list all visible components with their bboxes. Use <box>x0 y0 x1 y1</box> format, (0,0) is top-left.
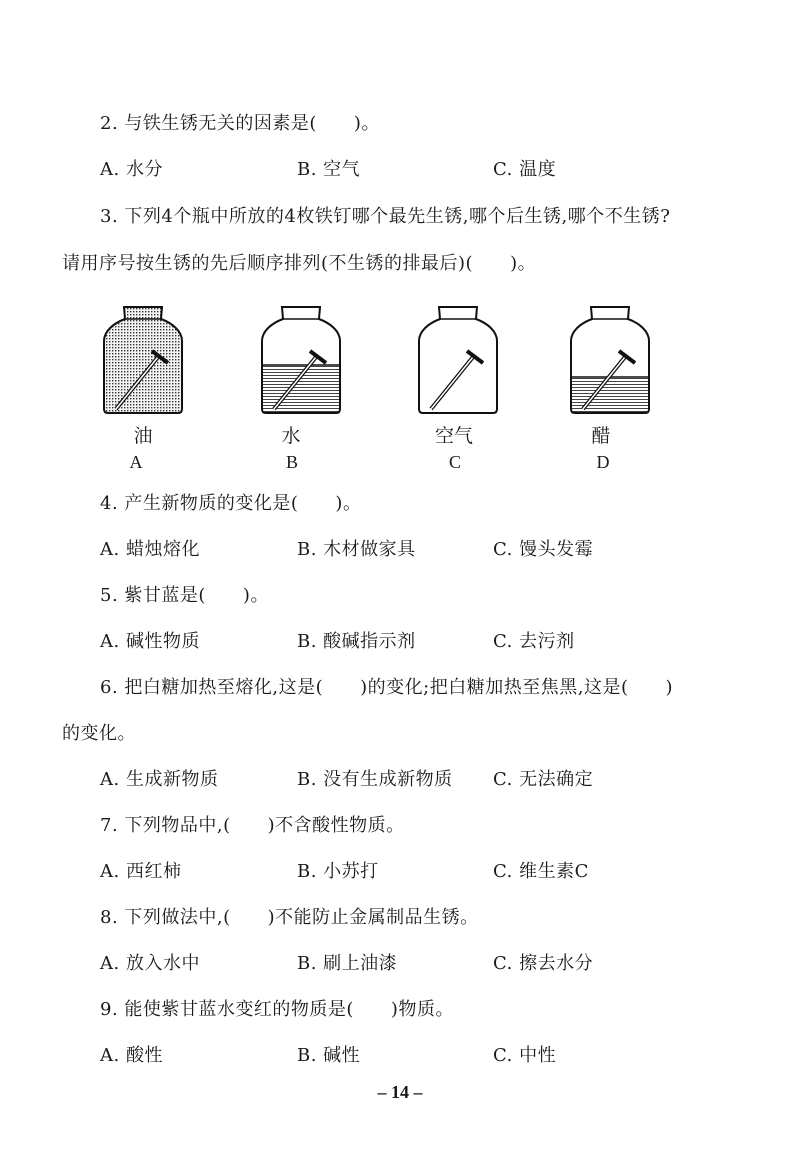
jar-d-vinegar-illustration <box>567 305 653 415</box>
page-number: – 14 – <box>377 1082 423 1102</box>
q8-option-a: A. 放入水中 <box>100 953 200 974</box>
jar-c-label: 空气 <box>434 425 473 447</box>
q5-option-c: C. 去污剂 <box>493 631 575 652</box>
jar-b-water-illustration <box>258 305 344 415</box>
jar-a-letter: A <box>129 452 143 472</box>
jar-b-letter: B <box>285 452 298 472</box>
q2-stem: 2. 与铁生锈无关的因素是( )。 <box>100 113 380 134</box>
q8-stem: 8. 下列做法中,( )不能防止金属制品生锈。 <box>100 907 479 928</box>
q7-stem: 7. 下列物品中,( )不含酸性物质。 <box>100 815 405 836</box>
jar-b-label: 水 <box>281 425 301 447</box>
q6-stem-line2: 的变化。 <box>62 723 136 744</box>
q2-option-c: C. 温度 <box>493 159 557 180</box>
q5-option-b: B. 酸碱指示剂 <box>297 631 416 652</box>
jar-a-label: 油 <box>133 425 153 447</box>
q9-option-c: C. 中性 <box>493 1045 557 1066</box>
q7-option-c: C. 维生素C <box>493 861 589 882</box>
q4-stem: 4. 产生新物质的变化是( )。 <box>100 493 362 514</box>
q8-option-b: B. 刷上油漆 <box>297 953 398 974</box>
q6-stem-line1: 6. 把白糖加热至熔化,这是( )的变化;把白糖加热至焦黑,这是( ) <box>100 677 673 698</box>
q9-option-b: B. 碱性 <box>297 1045 361 1066</box>
jar-c-air-illustration <box>415 305 501 415</box>
q2-option-b: B. 空气 <box>297 159 361 180</box>
q9-option-a: A. 酸性 <box>100 1045 163 1066</box>
q7-option-b: B. 小苏打 <box>297 861 379 882</box>
jar-c-letter: C <box>448 452 461 472</box>
jar-d-letter: D <box>596 452 610 472</box>
q6-option-b: B. 没有生成新物质 <box>297 769 453 790</box>
q4-option-c: C. 馒头发霉 <box>493 539 594 560</box>
q8-option-c: C. 擦去水分 <box>493 953 594 974</box>
q3-stem-line2: 请用序号按生锈的先后顺序排列(不生锈的排最后)( )。 <box>62 253 537 274</box>
jar-a-oil-illustration <box>100 305 186 415</box>
q4-option-a: A. 蜡烛熔化 <box>100 539 200 560</box>
q2-option-a: A. 水分 <box>100 159 163 180</box>
q6-option-a: A. 生成新物质 <box>100 769 219 790</box>
q7-option-a: A. 西红柿 <box>100 861 182 882</box>
q4-option-b: B. 木材做家具 <box>297 539 416 560</box>
q9-stem: 9. 能使紫甘蓝水变红的物质是( )物质。 <box>100 999 454 1020</box>
q3-stem-line1: 3. 下列4个瓶中所放的4枚铁钉哪个最先生锈,哪个后生锈,哪个不生锈? <box>100 206 671 227</box>
jar-d-label: 醋 <box>591 425 611 447</box>
q5-option-a: A. 碱性物质 <box>100 631 200 652</box>
q5-stem: 5. 紫甘蓝是( )。 <box>100 585 269 606</box>
q6-option-c: C. 无法确定 <box>493 769 594 790</box>
